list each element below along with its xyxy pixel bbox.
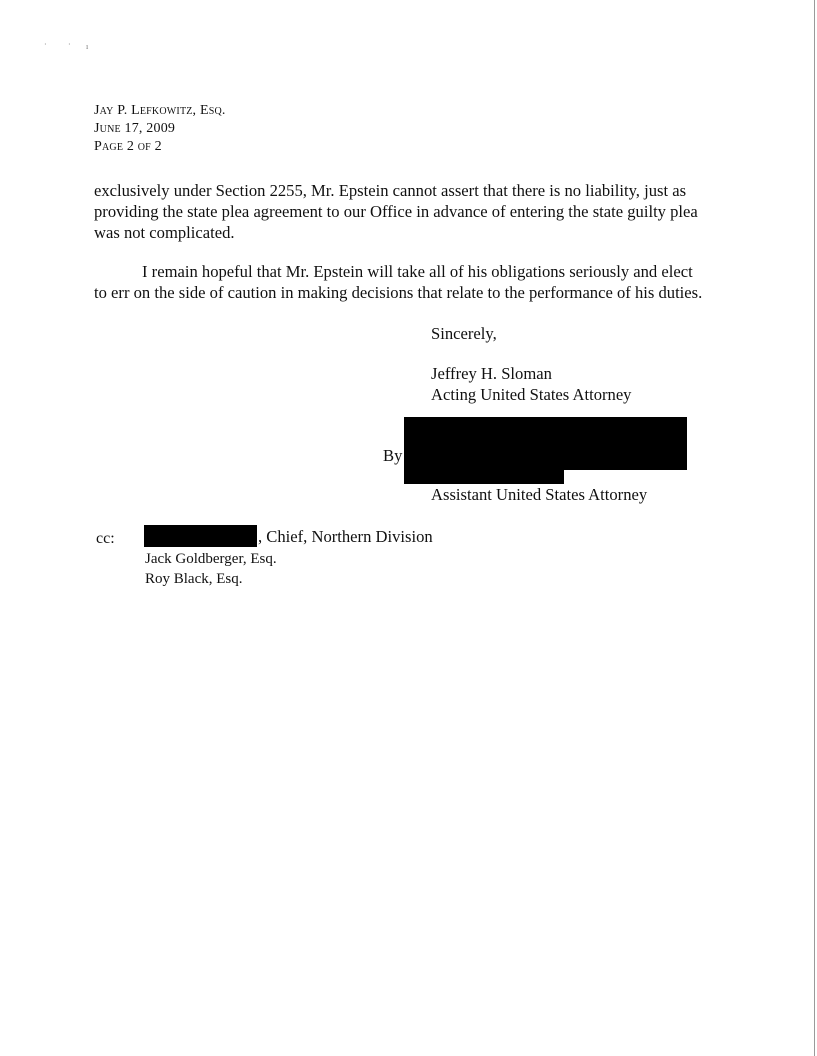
cc-recipient: Jack Goldberger, Esq. — [145, 551, 277, 567]
scan-speck: · — [68, 40, 71, 49]
letter-header — [94, 102, 226, 156]
paragraph-line: providing the state plea agreement to our Office in advance of entering the state guilty plea — [94, 202, 698, 221]
paragraph-line: was not complicated. — [94, 223, 235, 242]
cc-recipient: Roy Black, Esq. — [145, 571, 243, 587]
redaction-block — [404, 465, 564, 484]
signer-title: Acting United States Attorney — [431, 385, 632, 404]
page-edge-line — [814, 0, 815, 1056]
paragraph-line: exclusively under Section 2255, Mr. Epstein cannot assert that there is no liability, just as — [94, 181, 687, 200]
signer-name: Jeffrey H. Sloman — [431, 364, 552, 383]
header-date: June 17, 2009 — [94, 121, 176, 136]
redaction-block — [404, 417, 687, 470]
scan-speck: ı — [86, 42, 89, 51]
cc-label: cc: — [96, 530, 115, 547]
body-paragraph-2 — [94, 261, 734, 303]
paragraph-line: I remain hopeful that Mr. Epstein will take all of his obligations seriously and elect — [142, 262, 693, 281]
header-addressee: Jay P. Lefkowitz, Esq. — [94, 103, 226, 118]
header-page-number: Page 2 of 2 — [94, 139, 162, 154]
cc-recipient-chief: , Chief, Northern Division — [258, 527, 433, 546]
assistant-attorney-title: Assistant United States Attorney — [431, 485, 648, 504]
body-paragraph-1 — [94, 180, 734, 243]
by-label: By — [383, 446, 403, 465]
closing: Sincerely, — [431, 324, 497, 343]
scan-speck: · — [44, 40, 47, 49]
cc-list — [145, 549, 277, 589]
paragraph-line: to err on the side of caution in making decisions that relate to the performance of his duties. — [94, 283, 703, 302]
redaction-block — [144, 525, 257, 547]
